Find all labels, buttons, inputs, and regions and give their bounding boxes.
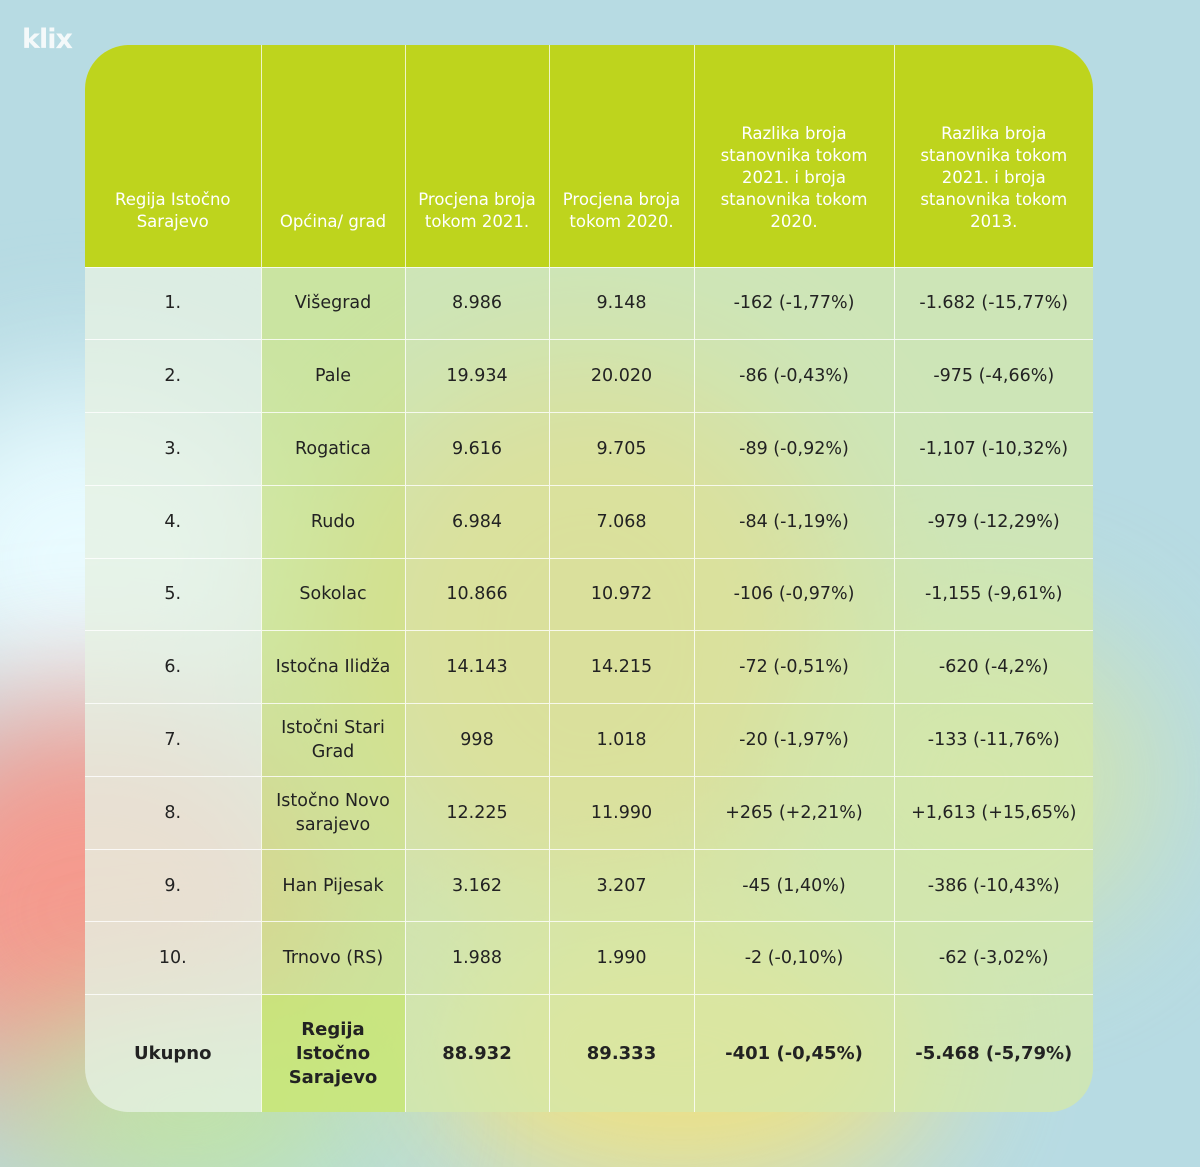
cell-estimate-2021: 998 [405,704,549,777]
table-row [85,922,1093,995]
cell-estimate-2021: 1.988 [405,922,549,995]
cell-estimate-2020: 10.972 [549,558,694,631]
cell-diff-2020: +265 (+2,21%) [694,776,894,849]
cell-diff-2013: -5.468 (-5,79%) [894,995,1093,1112]
cell-estimate-2021: 88.932 [405,995,549,1112]
cell-diff-2020: -84 (-1,19%) [694,485,894,558]
table-header-row [85,45,1093,267]
cell-diff-2013: -975 (-4,66%) [894,340,1093,413]
cell-diff-2013: -979 (-12,29%) [894,485,1093,558]
cell-diff-2020: -72 (-0,51%) [694,631,894,704]
cell-estimate-2020: 14.215 [549,631,694,704]
cell-diff-2020: -2 (-0,10%) [694,922,894,995]
cell-estimate-2021: 3.162 [405,849,549,922]
cell-municipality: Sokolac [261,558,405,631]
cell-estimate-2020: 89.333 [549,995,694,1112]
cell-rank: 10. [85,922,261,995]
cell-estimate-2020: 1.990 [549,922,694,995]
cell-municipality: Istočni Stari Grad [261,704,405,777]
cell-estimate-2021: 12.225 [405,776,549,849]
cell-municipality: Rogatica [261,413,405,486]
cell-municipality: Regija Istočno Sarajevo [261,995,405,1112]
population-table [85,45,1093,1112]
cell-estimate-2021: 9.616 [405,413,549,486]
header-estimate-2021: Procjena broja tokom 2021. [405,45,549,267]
cell-municipality: Višegrad [261,267,405,340]
cell-diff-2020: -20 (-1,97%) [694,704,894,777]
cell-diff-2013: +1,613 (+15,65%) [894,776,1093,849]
cell-municipality: Istočna Ilidža [261,631,405,704]
table-row [85,340,1093,413]
table-body [85,267,1093,1112]
cell-diff-2020: -45 (1,40%) [694,849,894,922]
header-estimate-2020: Procjena broja tokom 2020. [549,45,694,267]
cell-estimate-2020: 7.068 [549,485,694,558]
cell-rank: 9. [85,849,261,922]
cell-municipality: Trnovo (RS) [261,922,405,995]
cell-rank: 6. [85,631,261,704]
cell-municipality: Han Pijesak [261,849,405,922]
header-municipality: Općina/ grad [261,45,405,267]
table-row [85,267,1093,340]
klix-logo: klix [22,24,72,55]
cell-rank: 2. [85,340,261,413]
cell-estimate-2021: 14.143 [405,631,549,704]
cell-estimate-2021: 19.934 [405,340,549,413]
table-row [85,849,1093,922]
cell-estimate-2020: 3.207 [549,849,694,922]
table-row [85,631,1093,704]
cell-rank: 5. [85,558,261,631]
cell-rank: 4. [85,485,261,558]
cell-estimate-2020: 11.990 [549,776,694,849]
cell-diff-2020: -401 (-0,45%) [694,995,894,1112]
total-row [85,995,1093,1112]
header-diff-2013: Razlika broja stanovnika tokom 2021. i broja stanovnika tokom 2013. [894,45,1093,267]
cell-estimate-2021: 8.986 [405,267,549,340]
header-region: Regija Istočno Sarajevo [85,45,261,267]
table-row [85,485,1093,558]
cell-municipality: Rudo [261,485,405,558]
table-row [85,413,1093,486]
cell-rank: 7. [85,704,261,777]
table-row [85,558,1093,631]
cell-municipality: Istočno Novo sarajevo [261,776,405,849]
cell-diff-2013: -133 (-11,76%) [894,704,1093,777]
cell-diff-2020: -86 (-0,43%) [694,340,894,413]
cell-estimate-2020: 9.148 [549,267,694,340]
table-row [85,776,1093,849]
cell-estimate-2021: 6.984 [405,485,549,558]
cell-diff-2013: -62 (-3,02%) [894,922,1093,995]
table-row [85,704,1093,777]
cell-diff-2013: -1.682 (-15,77%) [894,267,1093,340]
header-diff-2020: Razlika broja stanovnika tokom 2021. i broja stanovnika tokom 2020. [694,45,894,267]
cell-estimate-2021: 10.866 [405,558,549,631]
cell-rank: 1. [85,267,261,340]
cell-diff-2020: -89 (-0,92%) [694,413,894,486]
cell-diff-2020: -162 (-1,77%) [694,267,894,340]
cell-diff-2013: -1,155 (-9,61%) [894,558,1093,631]
cell-diff-2020: -106 (-0,97%) [694,558,894,631]
cell-diff-2013: -386 (-10,43%) [894,849,1093,922]
cell-municipality: Pale [261,340,405,413]
cell-rank: 8. [85,776,261,849]
cell-estimate-2020: 9.705 [549,413,694,486]
cell-rank: Ukupno [85,995,261,1112]
population-table-card [85,45,1093,1112]
cell-diff-2013: -1,107 (-10,32%) [894,413,1093,486]
cell-estimate-2020: 1.018 [549,704,694,777]
cell-rank: 3. [85,413,261,486]
cell-estimate-2020: 20.020 [549,340,694,413]
cell-diff-2013: -620 (-4,2%) [894,631,1093,704]
